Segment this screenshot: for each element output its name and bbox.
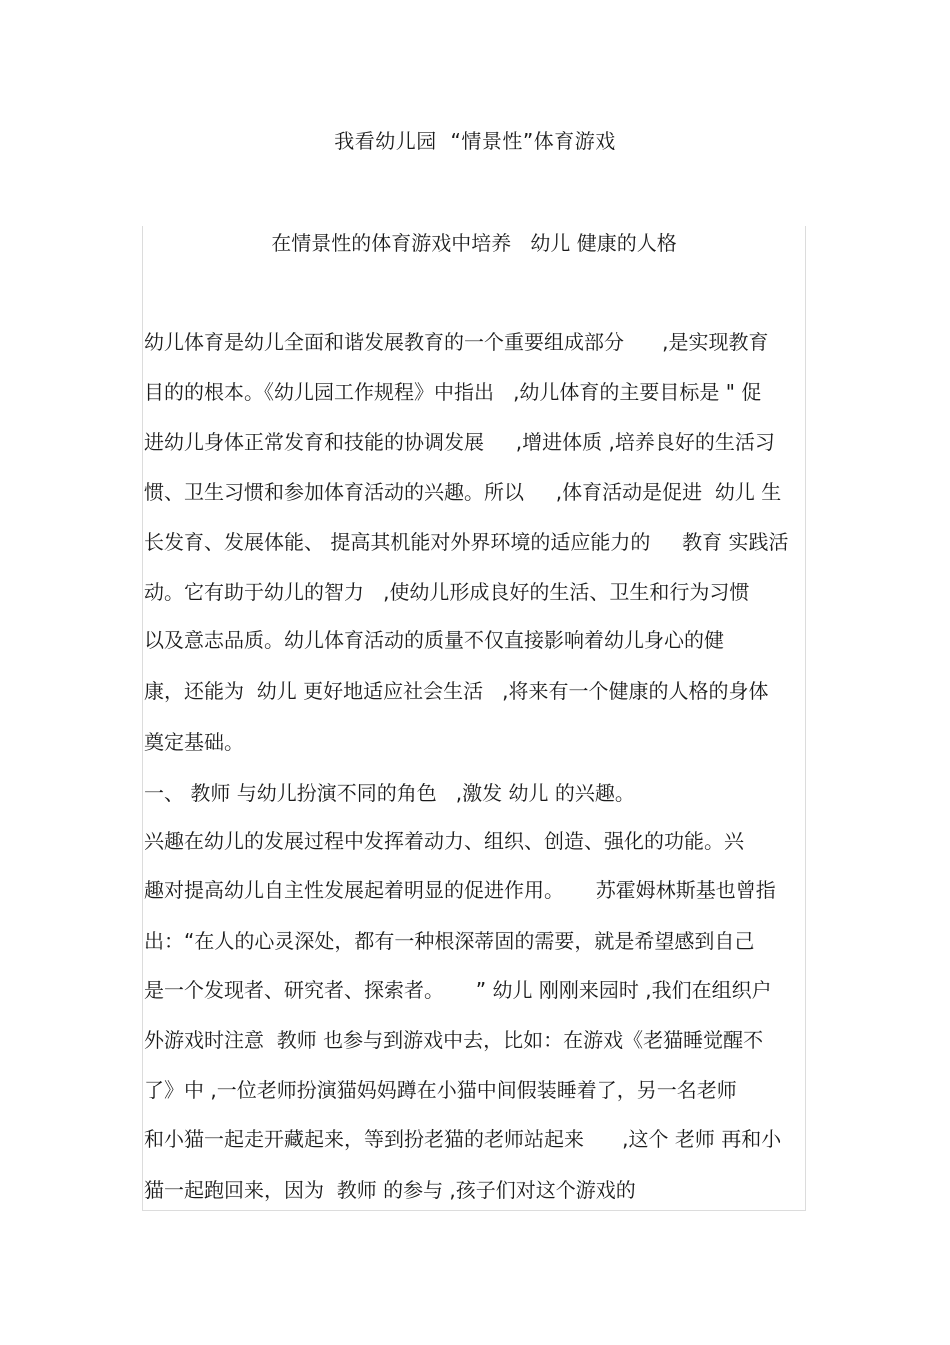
section-heading: 一、 教师 与幼儿扮演不同的角色 ,激发 幼儿 的兴趣。 xyxy=(144,781,635,805)
paragraph-line: 动。它有助于幼儿的智力 ,使幼儿形成良好的生活、卫生和行为习惯 xyxy=(144,580,750,604)
paragraph-line: 奠定基础。 xyxy=(144,730,244,754)
paragraph-line: 是一个发现者、研究者、探索者。 ” 幼儿 刚刚来园时 ,我们在组织户 xyxy=(144,978,772,1002)
paragraph-line: 外游戏时注意 教师 也参与到游戏中去，比如：在游戏《老猫睡觉醒不 xyxy=(144,1028,764,1052)
paragraph-line: 和小猫一起走开藏起来，等到扮老猫的老师站起来 ,这个 老师 再和小 xyxy=(144,1127,782,1151)
paragraph-line: 惯、卫生习惯和参加体育活动的兴趣。所以 ,体育活动是促进 幼儿 生 xyxy=(144,480,782,504)
paragraph-line: 了》中 ,一位老师扮演猫妈妈蹲在小猫中间假装睡着了，另一名老师 xyxy=(144,1078,737,1102)
document-subtitle: 在情景性的体育游戏中培养 幼儿 健康的人格 xyxy=(271,231,677,255)
document-title: 我看幼儿园 “情景性”体育游戏 xyxy=(334,129,616,153)
paragraph-line: 趣对提高幼儿自主性发展起着明显的促进作用。 苏霍姆林斯基也曾指 xyxy=(144,878,776,902)
paragraph-line: 康，还能为 幼儿 更好地适应社会生活 ,将来有一个健康的人格的身体 xyxy=(144,679,769,703)
paragraph-line: 目的的根本。《幼儿园工作规程》中指出 ,幼儿体育的主要目标是 " 促 xyxy=(144,380,762,404)
paragraph-line: 出：“在人的心灵深处，都有一种根深蒂固的需要，就是希望感到自己 xyxy=(144,929,755,953)
paragraph-line: 猫一起跑回来，因为 教师 的参与 ,孩子们对这个游戏的 xyxy=(144,1178,636,1202)
paragraph-line: 幼儿体育是幼儿全面和谐发展教育的一个重要组成部分 ,是实现教育 xyxy=(144,330,769,354)
content-frame xyxy=(142,226,806,1211)
paragraph-line: 兴趣在幼儿的发展过程中发挥着动力、组织、创造、强化的功能。兴 xyxy=(144,829,744,853)
paragraph-line: 以及意志品质。幼儿体育活动的质量不仅直接影响着幼儿身心的健 xyxy=(144,628,724,652)
paragraph-line: 进幼儿身体正常发育和技能的协调发展 ,增进体质 ,培养良好的生活习 xyxy=(144,430,775,454)
paragraph-line: 长发育、发展体能、 提高其机能对外界环境的适应能力的 教育 实践活 xyxy=(144,530,789,554)
